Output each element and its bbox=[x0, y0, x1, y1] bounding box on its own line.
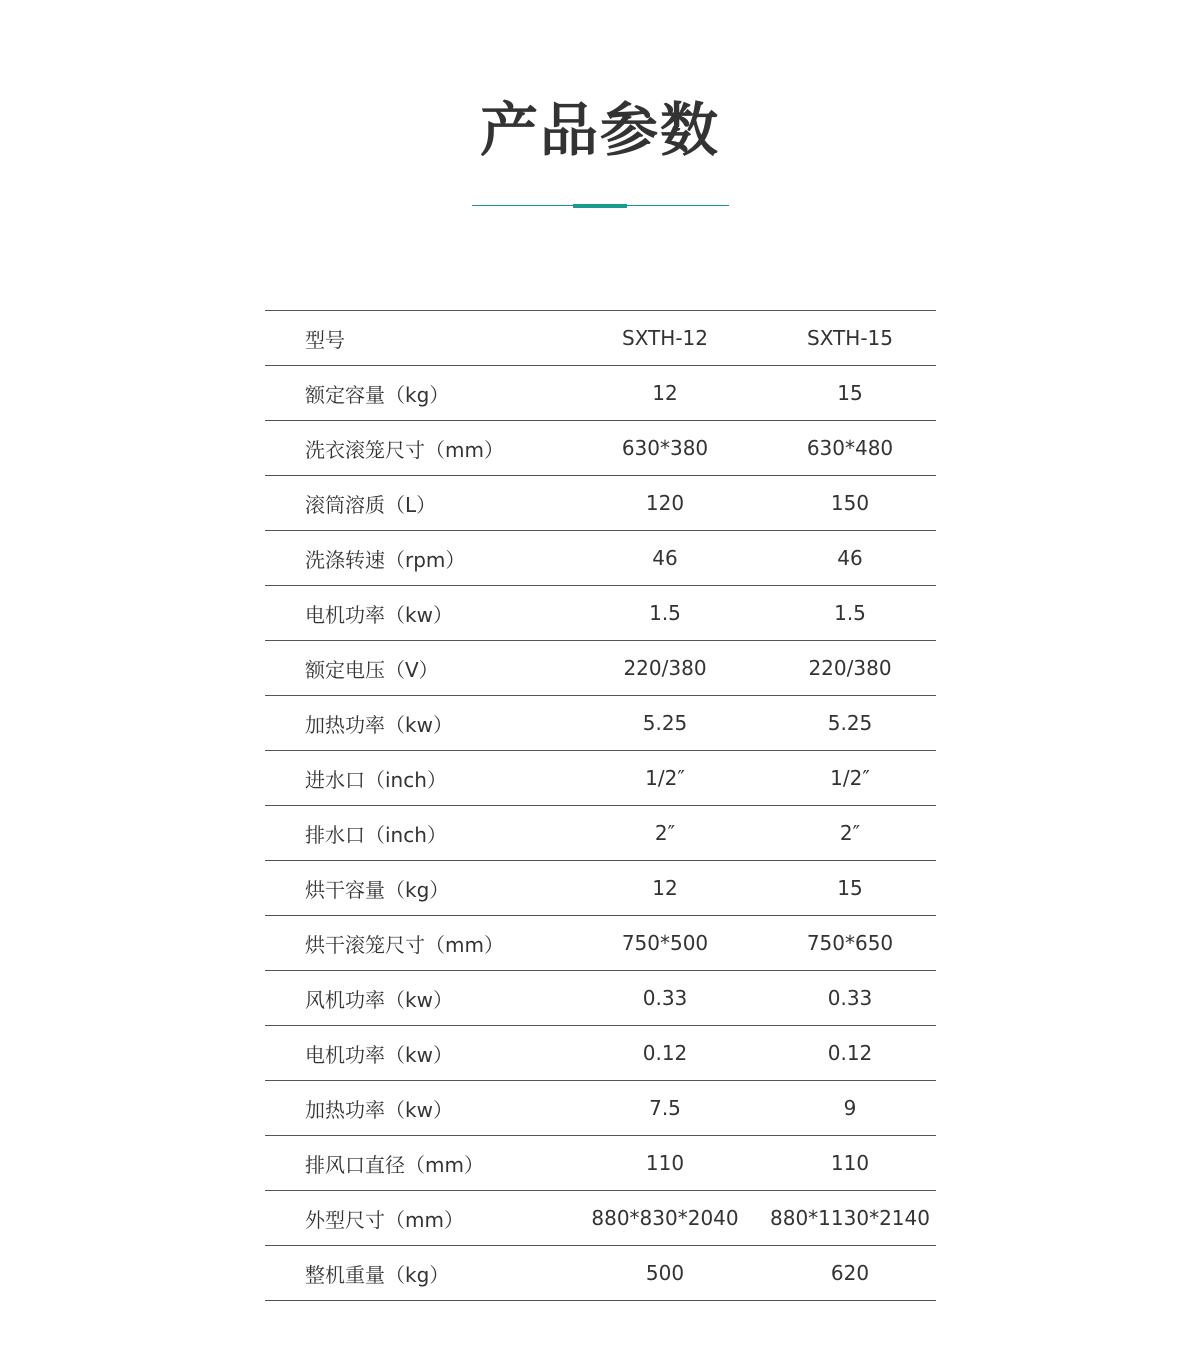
row-label: 风机功率（kw） bbox=[305, 987, 453, 1012]
row-value-model-a: 500 bbox=[645, 1261, 685, 1285]
row-label: 加热功率（kw） bbox=[305, 1097, 453, 1122]
row-value-model-b: 5.25 bbox=[827, 711, 873, 735]
table-row bbox=[265, 696, 936, 751]
row-value-model-a: 7.5 bbox=[649, 1096, 681, 1120]
row-value-model-b: 15 bbox=[837, 381, 863, 405]
row-label: 排水口（inch） bbox=[305, 822, 447, 847]
row-value-model-a: 750*500 bbox=[621, 931, 709, 955]
table-row bbox=[265, 806, 936, 861]
row-value-model-b: 1.5 bbox=[834, 601, 866, 625]
header-label: 型号 bbox=[305, 327, 345, 352]
row-value-model-b: 220/380 bbox=[808, 656, 892, 680]
table-row bbox=[265, 1246, 936, 1301]
row-label: 洗衣滚笼尺寸（mm） bbox=[305, 437, 504, 462]
spec-table-body bbox=[265, 311, 936, 1301]
row-value-model-a: 630*380 bbox=[621, 436, 709, 460]
row-label: 外型尺寸（mm） bbox=[305, 1207, 464, 1232]
row-label: 滚筒溶质（L） bbox=[305, 492, 437, 517]
row-value-model-a: 12 bbox=[652, 876, 678, 900]
table-row bbox=[265, 971, 936, 1026]
row-value-model-a: 220/380 bbox=[623, 656, 707, 680]
row-value-model-a: 0.12 bbox=[642, 1041, 688, 1065]
row-value-model-b: 150 bbox=[830, 491, 870, 515]
table-row bbox=[265, 421, 936, 476]
row-label: 电机功率（kw） bbox=[305, 1042, 453, 1067]
row-value-model-b: 110 bbox=[830, 1151, 870, 1175]
table-row bbox=[265, 366, 936, 421]
table-header-row bbox=[265, 311, 936, 366]
row-label: 烘干容量（kg） bbox=[305, 877, 450, 902]
row-value-model-b: 0.33 bbox=[827, 986, 873, 1010]
row-label: 排风口直径（mm） bbox=[305, 1152, 484, 1177]
row-label: 进水口（inch） bbox=[305, 767, 447, 792]
page-title: 产品参数 bbox=[479, 96, 720, 164]
row-value-model-a: 120 bbox=[645, 491, 685, 515]
spec-table bbox=[265, 310, 936, 1301]
table-row bbox=[265, 586, 936, 641]
title-underline-accent bbox=[573, 204, 627, 208]
table-row bbox=[265, 531, 936, 586]
header-model-a: SXTH-12 bbox=[622, 326, 708, 350]
row-value-model-a: 880*830*2040 bbox=[591, 1206, 739, 1230]
row-value-model-b: 620 bbox=[830, 1261, 870, 1285]
row-value-model-a: 1/2″ bbox=[645, 766, 685, 790]
row-label: 整机重量（kg） bbox=[305, 1262, 450, 1287]
table-row bbox=[265, 1026, 936, 1081]
row-label: 电机功率（kw） bbox=[305, 602, 453, 627]
row-label: 额定容量（kg） bbox=[305, 382, 450, 407]
table-row bbox=[265, 861, 936, 916]
row-label: 额定电压（V） bbox=[305, 657, 439, 682]
table-row bbox=[265, 1081, 936, 1136]
row-value-model-b: 630*480 bbox=[806, 436, 894, 460]
row-value-model-b: 2″ bbox=[839, 821, 861, 845]
row-value-model-b: 750*650 bbox=[806, 931, 894, 955]
row-value-model-a: 2″ bbox=[654, 821, 676, 845]
row-value-model-b: 46 bbox=[837, 546, 863, 570]
row-value-model-a: 12 bbox=[652, 381, 678, 405]
table-row bbox=[265, 1136, 936, 1191]
row-label: 加热功率（kw） bbox=[305, 712, 453, 737]
row-value-model-b: 0.12 bbox=[827, 1041, 873, 1065]
row-value-model-a: 1.5 bbox=[649, 601, 681, 625]
row-value-model-b: 1/2″ bbox=[830, 766, 870, 790]
row-value-model-a: 110 bbox=[645, 1151, 685, 1175]
row-value-model-b: 15 bbox=[837, 876, 863, 900]
row-value-model-a: 46 bbox=[652, 546, 678, 570]
header-model-b: SXTH-15 bbox=[807, 326, 893, 350]
row-value-model-b: 9 bbox=[843, 1096, 857, 1120]
row-label: 烘干滚笼尺寸（mm） bbox=[305, 932, 504, 957]
row-value-model-b: 880*1130*2140 bbox=[770, 1206, 930, 1230]
table-row bbox=[265, 1191, 936, 1246]
table-row bbox=[265, 641, 936, 696]
row-value-model-a: 0.33 bbox=[642, 986, 688, 1010]
table-row bbox=[265, 916, 936, 971]
row-label: 洗涤转速（rpm） bbox=[305, 547, 466, 572]
table-row bbox=[265, 476, 936, 531]
table-row bbox=[265, 751, 936, 806]
row-value-model-a: 5.25 bbox=[642, 711, 688, 735]
